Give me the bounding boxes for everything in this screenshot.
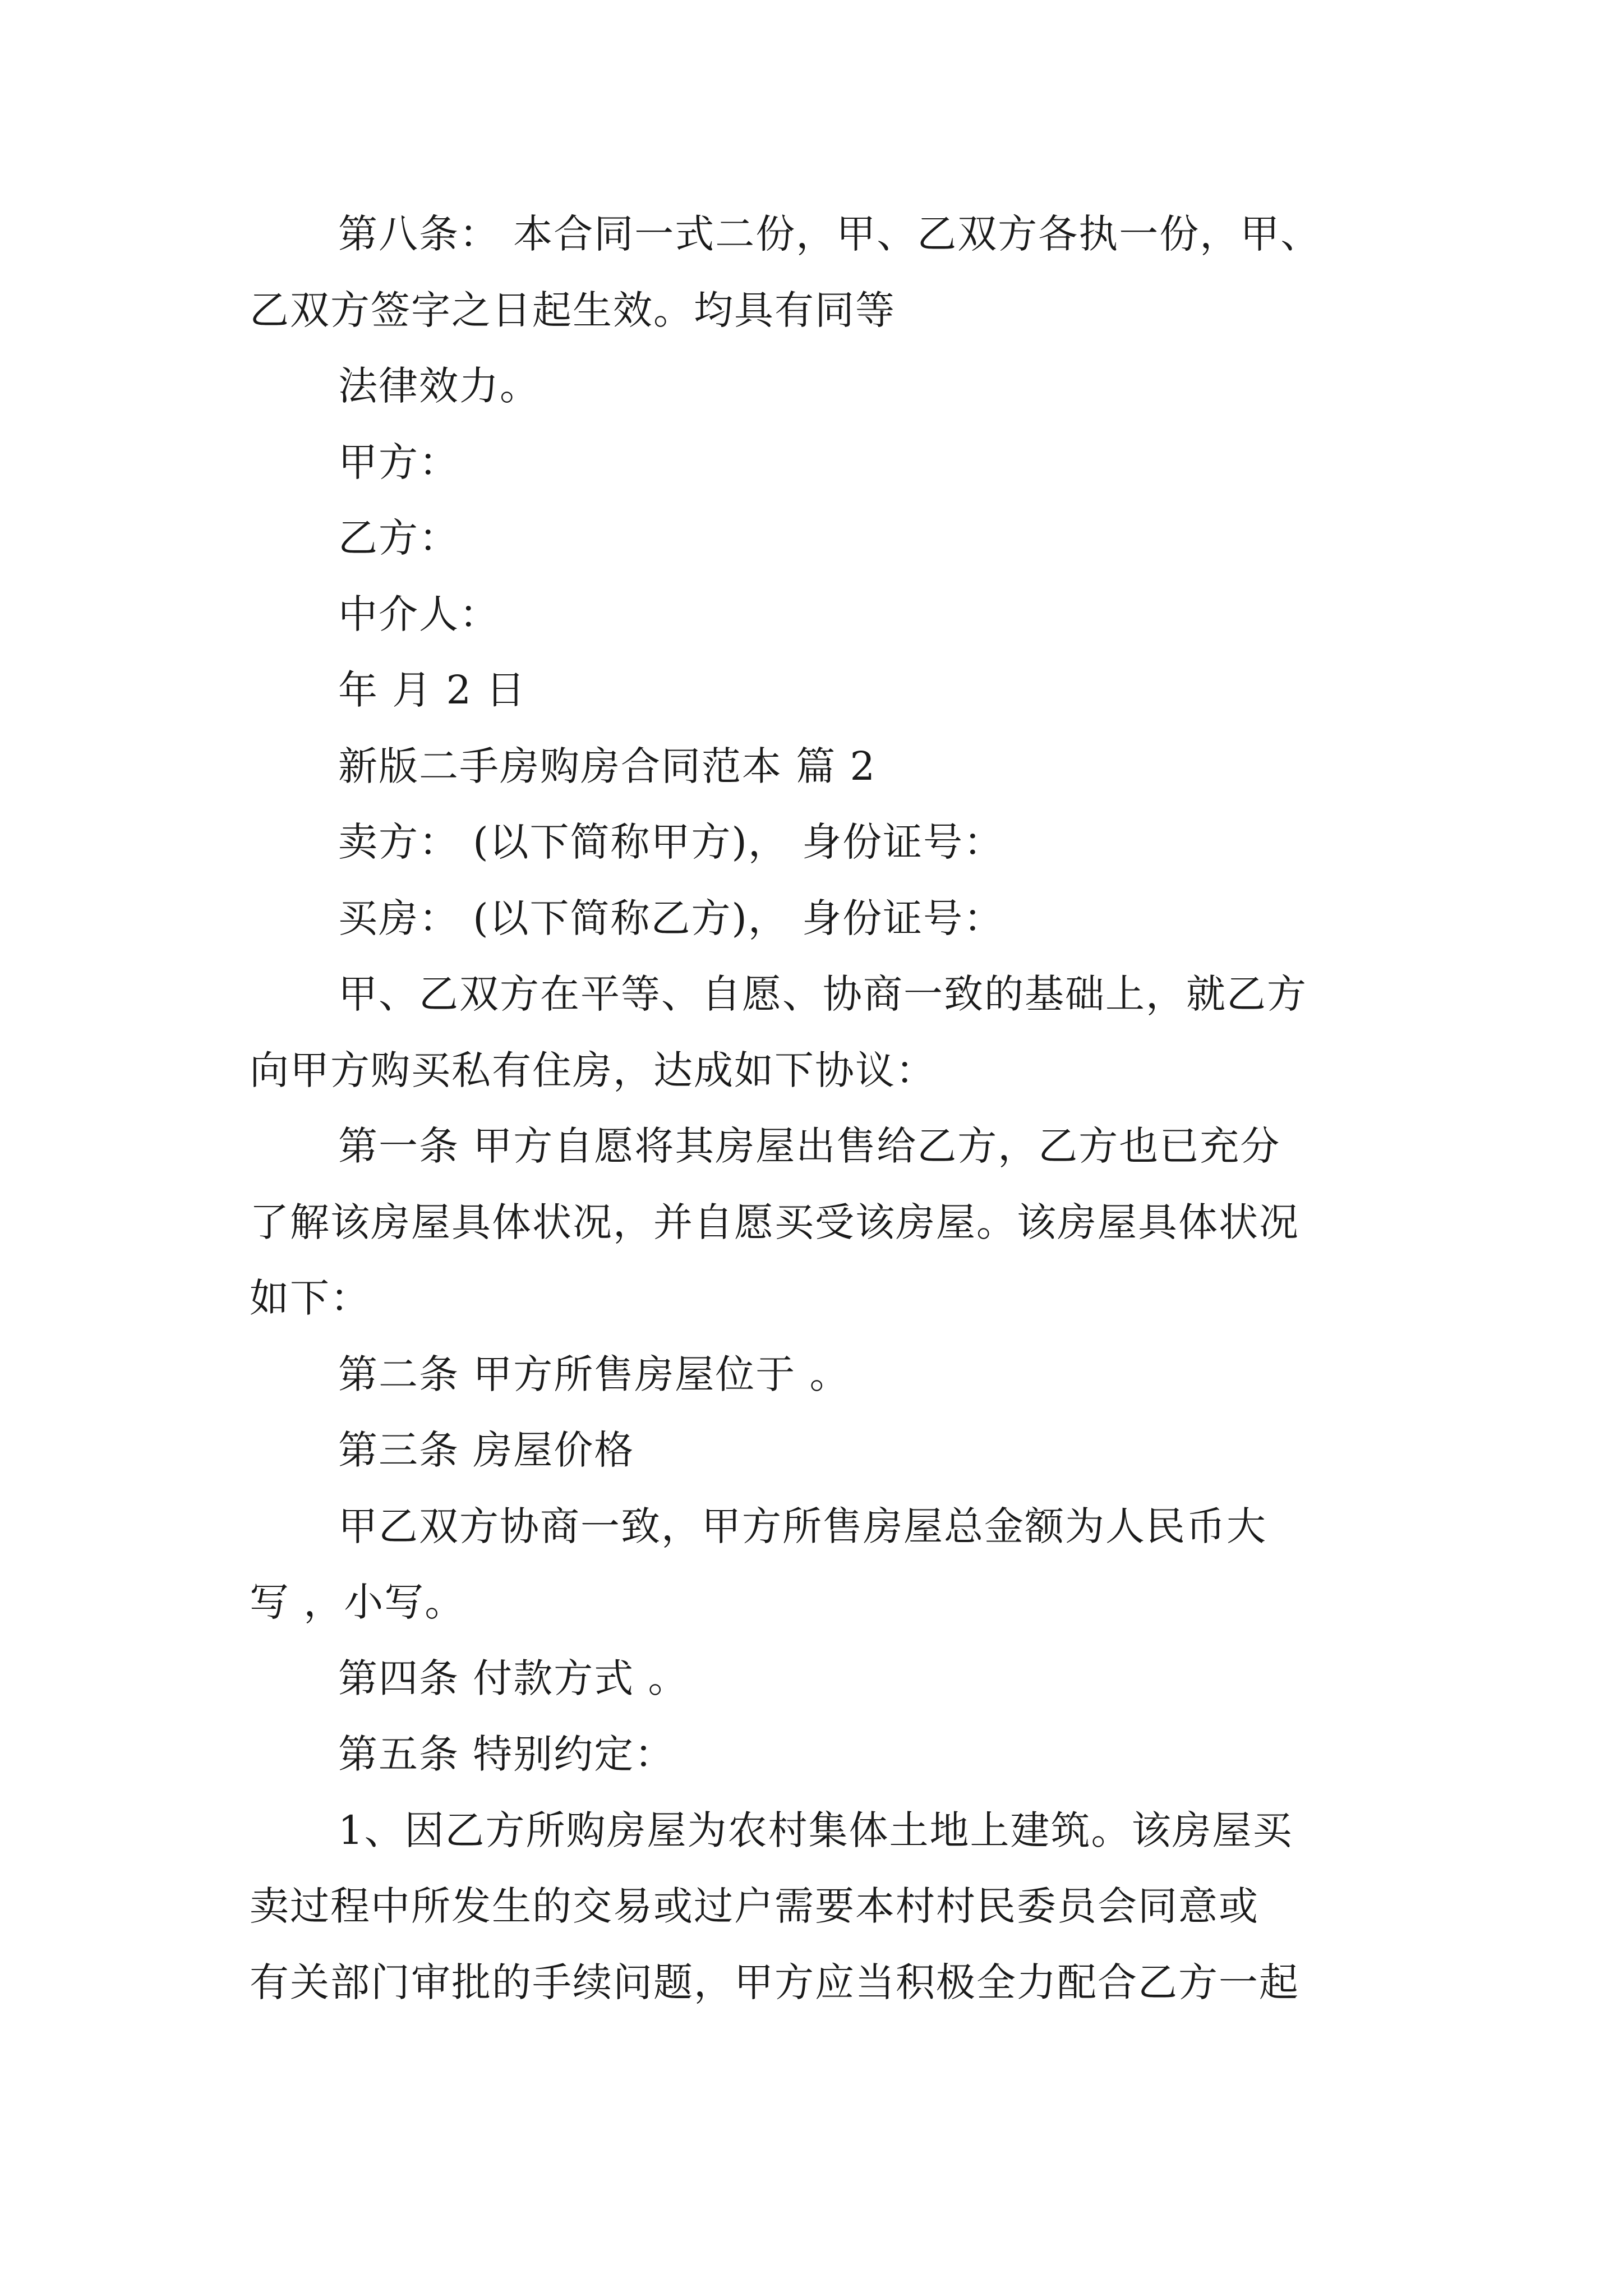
clause-8-line-3: 法律效力。 xyxy=(338,363,540,409)
article-5-item-1-line-3: 有关部门审批的手续问题，甲方应当积极全力配合乙方一起 xyxy=(250,1959,1299,2005)
buyer-line: 买房： (以下简称乙方)， 身份证号： xyxy=(338,895,1004,941)
article-5-item-1-line-1: 1、因乙方所购房屋为农村集体土地上建筑。该房屋买 xyxy=(338,1807,1293,1853)
intermediary-signature-label: 中介人： xyxy=(338,591,500,637)
article-5-item-1-line-2: 卖过程中所发生的交易或过户需要本村村民委员会同意或 xyxy=(250,1883,1259,1929)
contract-text xyxy=(250,196,1416,2021)
clause-8-line-1: 第八条： 本合同一式二份，甲、乙双方各执一份，甲、 xyxy=(338,211,1321,257)
signing-date: 年 月 2 日 xyxy=(338,667,527,713)
article-1-line-3: 如下： xyxy=(250,1275,371,1321)
party-b-signature-label: 乙方： xyxy=(338,515,459,561)
party-a-signature-label: 甲方： xyxy=(338,439,459,485)
clause-8-line-2: 乙双方签字之日起生效。均具有同等 xyxy=(250,287,896,333)
article-3-line-2: 写 ，小写。 xyxy=(250,1579,465,1625)
article-5-heading: 第五条 特别约定： xyxy=(338,1731,675,1777)
article-4: 第四条 付款方式 。 xyxy=(338,1655,689,1701)
section-heading: 新版二手房购房合同范本 篇 2 xyxy=(338,743,877,789)
preamble-line-1: 甲、乙双方在平等、自愿、协商一致的基础上，就乙方 xyxy=(338,971,1307,1017)
article-1-line-1: 第一条 甲方自愿将其房屋出售给乙方，乙方也已充分 xyxy=(338,1123,1281,1169)
article-3-line-1: 甲乙双方协商一致，甲方所售房屋总金额为人民币大 xyxy=(338,1503,1267,1549)
seller-line: 卖方： (以下简称甲方)， 身份证号： xyxy=(338,819,1004,865)
article-3-heading: 第三条 房屋价格 xyxy=(338,1427,635,1473)
article-1-line-2: 了解该房屋具体状况，并自愿买受该房屋。该房屋具体状况 xyxy=(250,1199,1299,1245)
preamble-line-2: 向甲方购买私有住房，达成如下协议： xyxy=(250,1047,936,1093)
article-2: 第二条 甲方所售房屋位于 。 xyxy=(338,1351,850,1397)
